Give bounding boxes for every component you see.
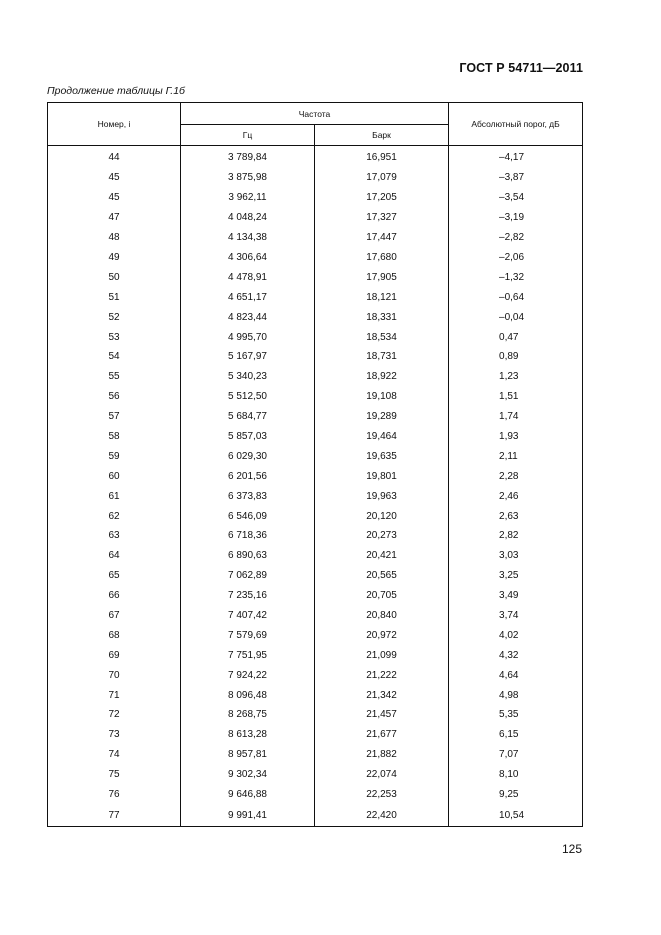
- frequency-bark-cell: 20,972: [315, 625, 449, 645]
- threshold-db-cell: –0,04: [449, 307, 583, 327]
- threshold-db-cell: 3,49: [449, 586, 583, 606]
- table-row: [48, 725, 583, 745]
- threshold-db-cell: 1,74: [449, 407, 583, 427]
- frequency-bark-cell: 22,253: [315, 785, 449, 805]
- row-number-cell: 54: [48, 347, 181, 367]
- row-number-cell: 45: [48, 168, 181, 188]
- row-number-cell: 67: [48, 606, 181, 626]
- table-row: [48, 407, 583, 427]
- frequency-bark-cell: 20,565: [315, 566, 449, 586]
- frequency-hz-cell: 7 751,95: [181, 645, 315, 665]
- frequency-bark-cell: 22,074: [315, 765, 449, 785]
- row-number-cell: 49: [48, 248, 181, 268]
- frequency-bark-cell: 21,342: [315, 685, 449, 705]
- table-row: [48, 248, 583, 268]
- row-number-cell: 76: [48, 785, 181, 805]
- threshold-db-cell: 2,11: [449, 446, 583, 466]
- row-number-cell: 55: [48, 367, 181, 387]
- table-row: [48, 307, 583, 327]
- table-row: [48, 327, 583, 347]
- row-number-cell: 74: [48, 745, 181, 765]
- threshold-db-cell: 1,93: [449, 427, 583, 447]
- frequency-bark-cell: 21,457: [315, 705, 449, 725]
- table-row: [48, 586, 583, 606]
- frequency-hz-cell: 4 306,64: [181, 248, 315, 268]
- table-row: [48, 506, 583, 526]
- threshold-db-cell: 4,64: [449, 665, 583, 685]
- threshold-db-cell: 4,32: [449, 645, 583, 665]
- row-number-cell: 52: [48, 307, 181, 327]
- threshold-db-cell: –3,87: [449, 168, 583, 188]
- table-row: [48, 625, 583, 645]
- frequency-hz-cell: 6 373,83: [181, 486, 315, 506]
- table-row: [48, 765, 583, 785]
- frequency-hz-cell: 8 096,48: [181, 685, 315, 705]
- row-number-cell: 60: [48, 466, 181, 486]
- frequency-hz-cell: 4 651,17: [181, 287, 315, 307]
- frequency-hz-cell: 4 048,24: [181, 208, 315, 228]
- threshold-db-cell: 4,02: [449, 625, 583, 645]
- table-row: [48, 188, 583, 208]
- frequency-hz-cell: 7 924,22: [181, 665, 315, 685]
- table-body: [48, 146, 583, 827]
- table-row: [48, 705, 583, 725]
- frequency-hz-cell: 9 646,88: [181, 785, 315, 805]
- table-row: [48, 427, 583, 447]
- row-number-cell: 68: [48, 625, 181, 645]
- row-number-cell: 44: [48, 146, 181, 169]
- table-row: [48, 466, 583, 486]
- frequency-hz-cell: 8 957,81: [181, 745, 315, 765]
- row-number-cell: 48: [48, 228, 181, 248]
- frequency-hz-cell: 6 201,56: [181, 466, 315, 486]
- row-number-cell: 62: [48, 506, 181, 526]
- frequency-bark-cell: 18,731: [315, 347, 449, 367]
- frequency-bark-cell: 19,801: [315, 466, 449, 486]
- table-row: [48, 645, 583, 665]
- frequency-bark-cell: 18,534: [315, 327, 449, 347]
- threshold-db-cell: 3,03: [449, 546, 583, 566]
- frequency-bark-cell: 19,963: [315, 486, 449, 506]
- threshold-db-cell: 2,63: [449, 506, 583, 526]
- row-number-cell: 57: [48, 407, 181, 427]
- table-row: [48, 546, 583, 566]
- frequency-bark-cell: 19,464: [315, 427, 449, 447]
- frequency-bark-cell: 17,327: [315, 208, 449, 228]
- frequency-bark-cell: 19,635: [315, 446, 449, 466]
- row-number-cell: 51: [48, 287, 181, 307]
- row-number-cell: 56: [48, 387, 181, 407]
- row-number-cell: 61: [48, 486, 181, 506]
- threshold-db-cell: 3,25: [449, 566, 583, 586]
- threshold-db-cell: –0,64: [449, 287, 583, 307]
- threshold-db-cell: 2,28: [449, 466, 583, 486]
- row-number-cell: 65: [48, 566, 181, 586]
- table-row: [48, 228, 583, 248]
- frequency-hz-cell: 5 167,97: [181, 347, 315, 367]
- row-number-cell: 72: [48, 705, 181, 725]
- frequency-bark-cell: 17,680: [315, 248, 449, 268]
- table-row: [48, 168, 583, 188]
- row-number-cell: 73: [48, 725, 181, 745]
- table-row: [48, 566, 583, 586]
- frequency-bark-cell: 18,922: [315, 367, 449, 387]
- frequency-hz-cell: 8 268,75: [181, 705, 315, 725]
- threshold-table: [47, 102, 583, 827]
- threshold-db-cell: 8,10: [449, 765, 583, 785]
- table-row: [48, 486, 583, 506]
- row-number-cell: 47: [48, 208, 181, 228]
- page-number: 125: [561, 842, 582, 856]
- table-caption: Продолжение таблицы Г.1б: [47, 85, 185, 97]
- row-number-cell: 53: [48, 327, 181, 347]
- threshold-db-cell: 2,46: [449, 486, 583, 506]
- threshold-db-cell: –2,06: [449, 248, 583, 268]
- frequency-hz-cell: 9 302,34: [181, 765, 315, 785]
- frequency-bark-cell: 21,222: [315, 665, 449, 685]
- threshold-db-cell: –3,54: [449, 188, 583, 208]
- table-row: [48, 446, 583, 466]
- frequency-hz-cell: 5 684,77: [181, 407, 315, 427]
- row-number-cell: 63: [48, 526, 181, 546]
- frequency-bark-cell: 20,840: [315, 606, 449, 626]
- threshold-db-cell: 10,54: [449, 805, 583, 827]
- frequency-bark-cell: 18,121: [315, 287, 449, 307]
- frequency-hz-cell: 4 478,91: [181, 267, 315, 287]
- frequency-bark-cell: 17,905: [315, 267, 449, 287]
- frequency-bark-cell: 19,289: [315, 407, 449, 427]
- table-row: [48, 387, 583, 407]
- frequency-bark-cell: 20,120: [315, 506, 449, 526]
- frequency-hz-cell: 8 613,28: [181, 725, 315, 745]
- threshold-db-cell: –2,82: [449, 228, 583, 248]
- threshold-db-cell: –3,19: [449, 208, 583, 228]
- threshold-db-cell: 0,89: [449, 347, 583, 367]
- table-row: [48, 267, 583, 287]
- frequency-bark-cell: 22,420: [315, 805, 449, 827]
- threshold-db-cell: –4,17: [449, 146, 583, 169]
- threshold-db-cell: –1,32: [449, 267, 583, 287]
- threshold-db-cell: 9,25: [449, 785, 583, 805]
- frequency-hz-cell: 3 875,98: [181, 168, 315, 188]
- frequency-hz-cell: 6 718,36: [181, 526, 315, 546]
- column-header-frequency: Частота: [181, 103, 449, 125]
- frequency-hz-cell: 6 029,30: [181, 446, 315, 466]
- threshold-db-cell: 7,07: [449, 745, 583, 765]
- table-row: [48, 606, 583, 626]
- frequency-hz-cell: 7 579,69: [181, 625, 315, 645]
- threshold-db-cell: 1,51: [449, 387, 583, 407]
- frequency-bark-cell: 18,331: [315, 307, 449, 327]
- table-row: [48, 785, 583, 805]
- frequency-hz-cell: 5 340,23: [181, 367, 315, 387]
- threshold-db-cell: 1,23: [449, 367, 583, 387]
- row-number-cell: 59: [48, 446, 181, 466]
- row-number-cell: 71: [48, 685, 181, 705]
- table-row: [48, 685, 583, 705]
- frequency-bark-cell: 17,205: [315, 188, 449, 208]
- frequency-bark-cell: 19,108: [315, 387, 449, 407]
- table-row: [48, 146, 583, 169]
- table-row: [48, 367, 583, 387]
- frequency-hz-cell: 6 890,63: [181, 546, 315, 566]
- table-row: [48, 665, 583, 685]
- row-number-cell: 70: [48, 665, 181, 685]
- frequency-bark-cell: 20,705: [315, 586, 449, 606]
- frequency-hz-cell: 7 235,16: [181, 586, 315, 606]
- frequency-hz-cell: 7 407,42: [181, 606, 315, 626]
- table-row: [48, 347, 583, 367]
- frequency-hz-cell: 6 546,09: [181, 506, 315, 526]
- frequency-hz-cell: 5 857,03: [181, 427, 315, 447]
- frequency-hz-cell: 4 134,38: [181, 228, 315, 248]
- frequency-bark-cell: 20,421: [315, 546, 449, 566]
- frequency-bark-cell: 16,951: [315, 146, 449, 169]
- table-row: [48, 745, 583, 765]
- frequency-bark-cell: 21,882: [315, 745, 449, 765]
- threshold-db-cell: 4,98: [449, 685, 583, 705]
- frequency-hz-cell: 3 789,84: [181, 146, 315, 169]
- frequency-hz-cell: 4 823,44: [181, 307, 315, 327]
- column-header-bark: Барк: [315, 125, 449, 146]
- row-number-cell: 58: [48, 427, 181, 447]
- row-number-cell: 50: [48, 267, 181, 287]
- column-header-hz: Гц: [181, 125, 315, 146]
- frequency-bark-cell: 17,447: [315, 228, 449, 248]
- frequency-bark-cell: 17,079: [315, 168, 449, 188]
- row-number-cell: 75: [48, 765, 181, 785]
- row-number-cell: 77: [48, 805, 181, 827]
- table-row: [48, 208, 583, 228]
- table-row: [48, 805, 583, 827]
- frequency-hz-cell: 9 991,41: [181, 805, 315, 827]
- frequency-hz-cell: 7 062,89: [181, 566, 315, 586]
- threshold-db-cell: 6,15: [449, 725, 583, 745]
- threshold-db-cell: 3,74: [449, 606, 583, 626]
- frequency-bark-cell: 21,099: [315, 645, 449, 665]
- document-standard-header: ГОСТ Р 54711—2011: [459, 61, 583, 75]
- table-row: [48, 287, 583, 307]
- row-number-cell: 66: [48, 586, 181, 606]
- frequency-hz-cell: 5 512,50: [181, 387, 315, 407]
- column-header-threshold: Абсолютный порог, дБ: [449, 103, 583, 146]
- row-number-cell: 69: [48, 645, 181, 665]
- frequency-hz-cell: 3 962,11: [181, 188, 315, 208]
- threshold-db-cell: 2,82: [449, 526, 583, 546]
- column-header-number: Номер, i: [48, 103, 181, 146]
- threshold-db-cell: 0,47: [449, 327, 583, 347]
- threshold-db-cell: 5,35: [449, 705, 583, 725]
- row-number-cell: 45: [48, 188, 181, 208]
- row-number-cell: 64: [48, 546, 181, 566]
- frequency-bark-cell: 20,273: [315, 526, 449, 546]
- table-row: [48, 526, 583, 546]
- frequency-hz-cell: 4 995,70: [181, 327, 315, 347]
- frequency-bark-cell: 21,677: [315, 725, 449, 745]
